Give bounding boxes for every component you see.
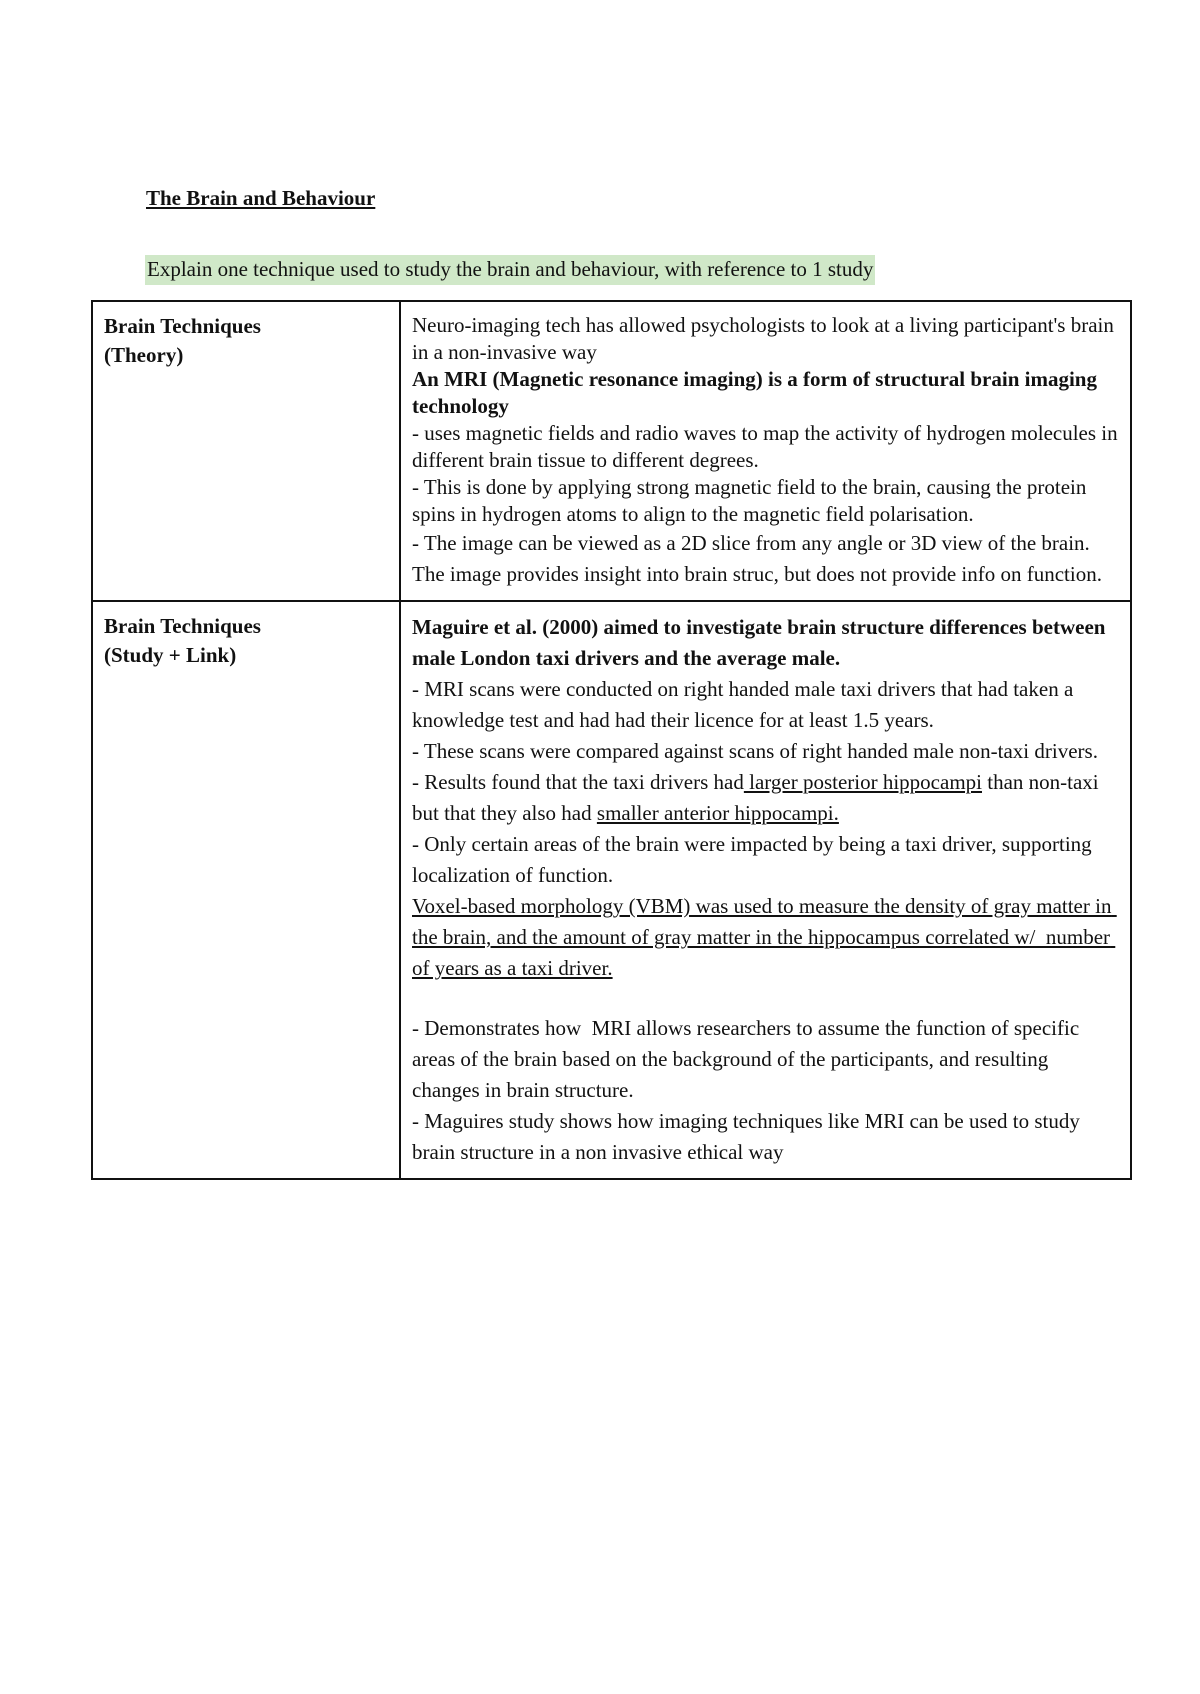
mri-heading: An MRI (Magnetic resonance imaging) is a form of structural brain imaging technology bbox=[412, 367, 1103, 418]
link-bullet: - Maguires study shows how imaging techniques like MRI can be used to study brain structure in a non invasive ethical way bbox=[412, 1109, 1086, 1164]
vbm-text: Voxel-based morphology (VBM) was used to measure the density of gray matter in the brain, and the amount of gray matter in the hippocampus correlated w/ number of years as a taxi driver. bbox=[412, 894, 1117, 980]
link-bullet: - Demonstrates how MRI allows researchers to assume the function of specific areas of the brain based on the background of the participants, and resulting changes in brain structure. bbox=[412, 1016, 1085, 1102]
study-bullet: - Only certain areas of the brain were impacted by being a taxi driver, supporting localization of function. bbox=[412, 832, 1097, 887]
row-label-theory bbox=[92, 301, 400, 601]
theory-bullet: - The image can be viewed as a 2D slice from any angle or 3D view of the brain. bbox=[412, 531, 1090, 555]
notes-table bbox=[91, 300, 1132, 1180]
document-title: The Brain and Behaviour bbox=[146, 186, 376, 210]
theory-bullet: - This is done by applying strong magnetic field to the brain, causing the protein spins in hydrogen atoms to align to the magnetic field polarisation. bbox=[412, 475, 1092, 526]
table-row-study bbox=[92, 601, 1131, 1179]
results-underline-anterior: smaller anterior hippocampi. bbox=[596, 801, 839, 825]
row-label-line: Brain Techniques bbox=[104, 614, 261, 638]
row-label-study bbox=[92, 601, 400, 1179]
results-text: than non-taxi but that they also had bbox=[412, 770, 1104, 825]
highlighted-question: Explain one technique used to study the brain and behaviour, with reference to 1 study bbox=[145, 255, 875, 285]
row-content-study bbox=[400, 601, 1131, 1179]
study-results bbox=[412, 767, 1120, 829]
study-aim: Maguire et al. (2000) aimed to investigate brain structure differences between male London taxi drivers and the average male. bbox=[412, 615, 1111, 670]
theory-bullet: - uses magnetic fields and radio waves to map the activity of hydrogen molecules in different brain tissue to different degrees. bbox=[412, 421, 1123, 472]
row-label-line: (Study + Link) bbox=[104, 643, 237, 667]
results-text: - Results found that the taxi drivers had bbox=[412, 770, 744, 794]
row-label-line: Brain Techniques bbox=[104, 314, 261, 338]
row-content-theory bbox=[400, 301, 1131, 601]
blank-line bbox=[412, 984, 1120, 1013]
table-row-theory bbox=[92, 301, 1131, 601]
row-label-line: (Theory) bbox=[104, 343, 184, 367]
study-bullet: - MRI scans were conducted on right handed male taxi drivers that had taken a knowledge test and had had their licence for at least 1.5 years. bbox=[412, 677, 1079, 732]
intro-text: Neuro-imaging tech has allowed psychologists to look at a living participant's brain in a non-invasive way bbox=[412, 313, 1120, 364]
results-underline-posterior: larger posterior hippocampi bbox=[743, 770, 982, 794]
theory-summary: The image provides insight into brain struc, but does not provide info on function. bbox=[412, 562, 1102, 586]
study-bullet: - These scans were compared against scans of right handed male non-taxi drivers. bbox=[412, 739, 1098, 763]
